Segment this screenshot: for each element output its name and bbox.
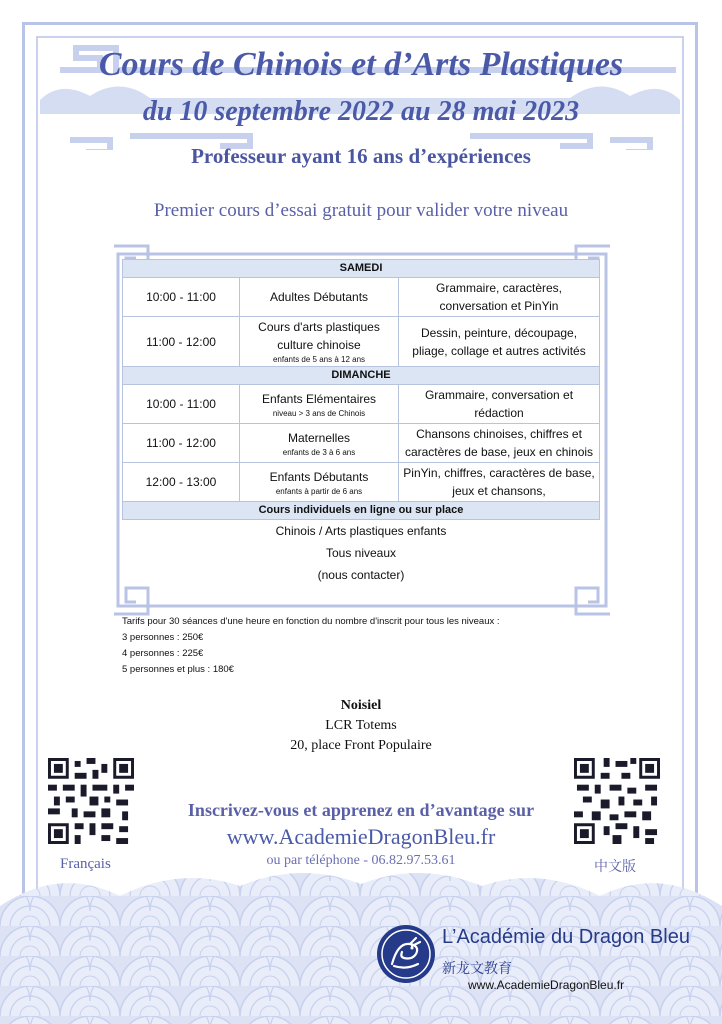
table-row [123, 385, 600, 424]
venue-address: 20, place Front Populaire [290, 738, 432, 753]
course-cell [240, 424, 399, 463]
brand-name: L’Académie du Dragon Bleu [442, 926, 690, 948]
brand-url[interactable]: www.AcademieDragonBleu.fr [468, 978, 625, 992]
schedule-table [122, 259, 600, 586]
saturday-label: SAMEDI [123, 260, 600, 278]
sunday-header-row [123, 367, 600, 385]
trial-offer: Premier cours d’essai gratuit pour valider votre niveau [153, 200, 569, 221]
dragon-logo-icon [376, 924, 436, 984]
course-cell [240, 463, 399, 502]
individual-row [123, 542, 600, 564]
individual-line: Chinois / Arts plastiques enfants [275, 524, 447, 538]
date-range: du 10 septembre 2022 au 28 mai 2023 [142, 96, 580, 127]
time-cell: 10:00 - 11:00 [123, 385, 240, 424]
website-link[interactable]: www.AcademieDragonBleu.fr [226, 824, 496, 849]
table-row [123, 317, 600, 367]
venue-city: Noisiel [340, 698, 382, 713]
course-cell [240, 317, 399, 367]
content-cell: Chansons chinoises, chiffres et caractères de base, jeux en chinois [399, 424, 600, 463]
time-cell: 12:00 - 13:00 [123, 463, 240, 502]
individual-row [123, 520, 600, 543]
individual-line: (nous contacter) [317, 568, 405, 582]
individual-row [123, 564, 600, 586]
pricing-intro: Tarifs pour 30 séances d'une heure en fonction du nombre d'inscrit pour tous les niveaux : [122, 616, 500, 627]
content-cell: Grammaire, conversation et rédaction [399, 385, 600, 424]
qr-label-chinese: 中文版 [594, 859, 636, 875]
course-note: enfants de 3 à 6 ans [282, 447, 356, 457]
teacher-experience: Professeur ayant 16 ans d’expériences [191, 144, 531, 168]
course-note: enfants à partir de 6 ans [275, 486, 363, 496]
pricing-item: 5 personnes et plus : 180€ [122, 664, 234, 675]
course-note: enfants de 5 ans à 12 ans [272, 355, 366, 364]
course-name: Cours d'arts plastiques culture chinoise [258, 320, 380, 352]
course-name: Maternelles [287, 430, 351, 445]
table-row [123, 463, 600, 502]
course-name: Adultes Débutants [269, 290, 369, 304]
phone-contact: ou par téléphone - 06.82.97.53.61 [266, 853, 456, 868]
course-name: Enfants Débutants [269, 469, 369, 484]
content-cell: Dessin, peinture, découpage, pliage, collage et autres activités [399, 317, 600, 367]
sunday-label: DIMANCHE [123, 367, 600, 385]
content-cell: Grammaire, caractères, conversation et PinYin [399, 278, 600, 317]
course-cell [240, 385, 399, 424]
table-row [123, 278, 600, 317]
course-note: niveau > 3 ans de Chinois [272, 408, 366, 418]
time-cell: 11:00 - 12:00 [123, 424, 240, 463]
individual-line: Tous niveaux [325, 546, 397, 560]
content-cell: PinYin, chiffres, caractères de base, jeux et chansons, [399, 463, 600, 502]
signup-call: Inscrivez-vous et apprenez en d’avantage sur [187, 800, 535, 820]
time-cell: 10:00 - 11:00 [123, 278, 240, 317]
time-cell: 11:00 - 12:00 [123, 317, 240, 367]
page-title: Cours de Chinois et d’Arts Plastiques [98, 46, 624, 83]
saturday-header-row [123, 260, 600, 278]
brand-chinese-name: 新龙文教育 [442, 961, 512, 977]
qr-label-french: Français [60, 856, 111, 872]
pricing-block [122, 614, 602, 678]
individual-header-row [123, 502, 600, 520]
pricing-item: 4 personnes : 225€ [122, 648, 204, 659]
course-name: Enfants Elémentaires [261, 391, 377, 406]
individual-label: Cours individuels en ligne ou sur place [123, 502, 600, 520]
pricing-item: 3 personnes : 250€ [122, 632, 204, 643]
course-cell [240, 278, 399, 317]
venue-place: LCR Totems [325, 718, 397, 733]
table-row [123, 424, 600, 463]
